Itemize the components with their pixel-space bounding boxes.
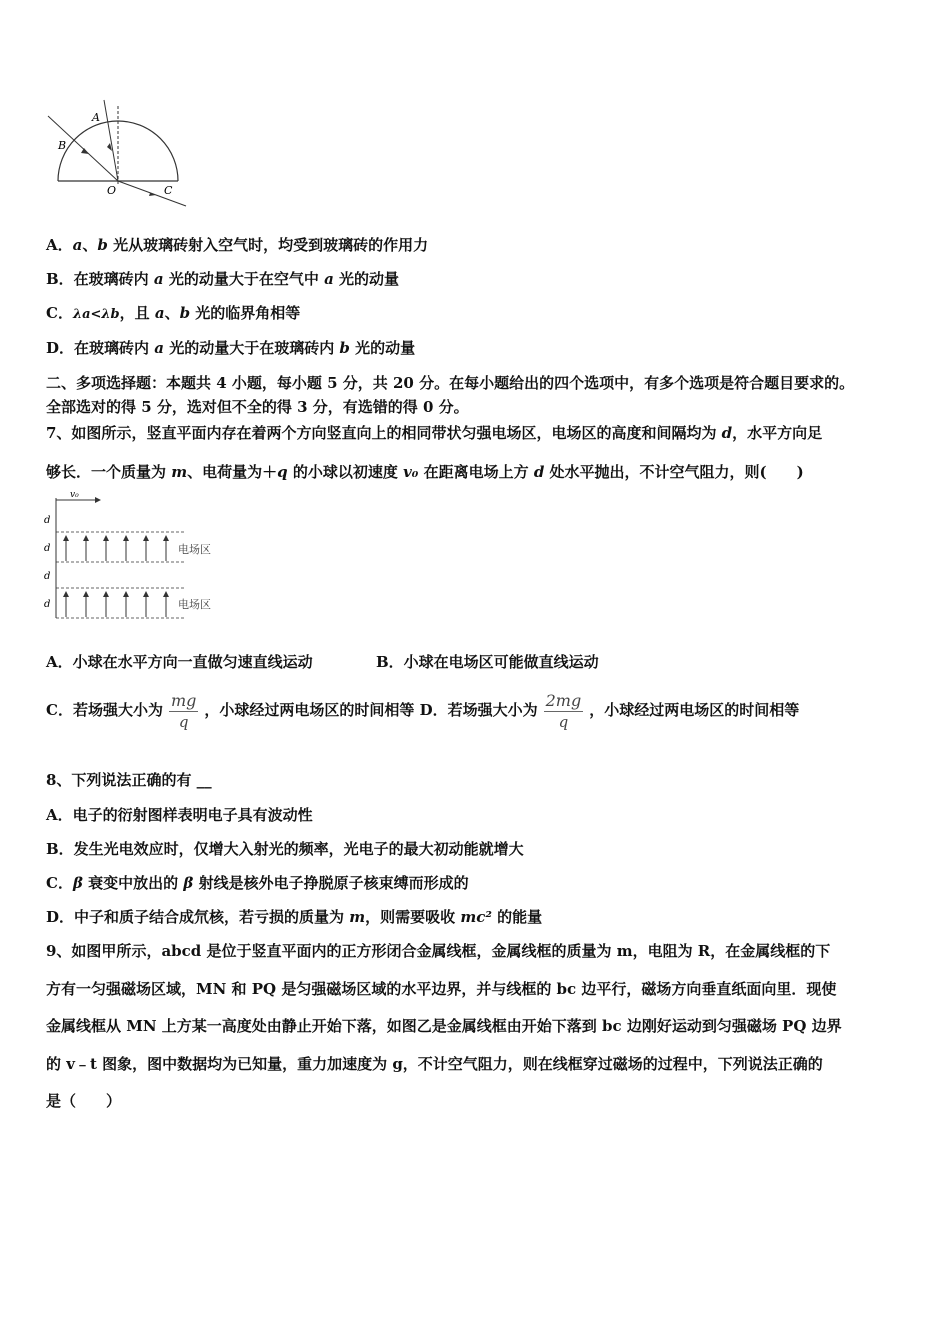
q9-stem-line5: 是（ ） [46, 1092, 122, 1110]
q8-stem: 8、下列说法正确的有 __ [46, 771, 212, 789]
q7-stem-line1: 7、如图所示，竖直平面内存在着两个方向竖直向上的相同带状匀强电场区，电场区的高度和间隔均为 d，水平方向足 [46, 424, 823, 442]
fraction-2mg-q: $\frac{2mg}{q}$ [545, 690, 582, 731]
q8-option-b: B．发生光电效应时，仅增大入射光的频率，光电子的最大初动能就增大 [46, 840, 524, 858]
d-label-4: d [44, 599, 51, 610]
q6-option-c: C．λa<λb，且 a、b 光的临界角相等 [46, 304, 301, 322]
label-b: B [58, 139, 67, 152]
q6-option-b: B．在玻璃砖内 a 光的动量大于在空气中 a 光的动量 [46, 270, 400, 288]
v0-label: v₀ [70, 490, 79, 500]
q9-stem-line1: 9、如图甲所示，abcd 是位于竖直平面内的正方形闭合金属线框，金属线框的质量为 m，电阻为 R，在金属线框的下 [46, 942, 831, 960]
q8-option-c: C．β 衰变中放出的 β 射线是核外电子挣脱原子核束缚而形成的 [46, 874, 469, 892]
d-label-2: d [44, 543, 51, 554]
zone-label-2: 电场区 [178, 598, 211, 611]
q9-stem-line2: 方有一匀强磁场区域，MN 和 PQ 是匀强磁场区域的水平边界，并与线框的 bc 边平行，磁场方向垂直纸面向里．现使 [46, 980, 837, 998]
q7-option-b: B．小球在电场区可能做直线运动 [376, 653, 599, 671]
section2-line1: 二、多项选择题：本题共 4 小题，每小题 5 分，共 20 分。在每小题给出的四个选项中，有多个选项是符合题目要求的。 [46, 374, 855, 392]
fraction-mg-q: $\frac{mg}{q}$ [170, 690, 197, 731]
q9-stem-line3: 金属线框从 MN 上方某一高度处由静止开始下落，如图乙是金属线框由开始下落到 bc 边刚好运动到匀强磁场 PQ 边界 [46, 1017, 842, 1035]
label-c: C [164, 184, 173, 197]
q8-option-a: A．电子的衍射图样表明电子具有波动性 [46, 806, 313, 824]
zone-label-1: 电场区 [178, 543, 211, 556]
q9-stem-line4: 的 v﹣t 图象，图中数据均为已知量，重力加速度为 g，不计空气阻力，则在线框穿过磁场的过程中，下列说法正确的 [46, 1055, 823, 1073]
section2-line2: 全部选对的得 5 分，选对但不全的得 3 分，有选错的得 0 分。 [46, 398, 469, 416]
q6-option-a: A．a、b 光从玻璃砖射入空气时，均受到玻璃砖的作用力 [46, 236, 429, 254]
q7-stem-line2: 够长．一个质量为 m、电荷量为＋q 的小球以初速度 v₀ 在距离电场上方 d 处水平抛出，不计空气阻力，则( ) [46, 463, 804, 481]
semicircle-figure [44, 96, 194, 211]
d-label-3: d [44, 571, 51, 582]
q6-option-d: D．在玻璃砖内 a 光的动量大于在玻璃砖内 b 光的动量 [46, 339, 416, 357]
q7-option-cd: C．若场强大小为 $\frac{mg}{q}$ ，小球经过两电场区的时间相等 D．若场强大小为 $\frac{2mg}{q}$ ，小球经过两电场区的时间相等 [46, 690, 800, 731]
q7-option-a: A．小球在水平方向一直做匀速直线运动 [46, 653, 313, 671]
q8-option-d: D．中子和质子结合成氘核，若亏损的质量为 m，则需要吸收 mc² 的能量 [46, 908, 543, 926]
label-a: A [92, 111, 100, 124]
label-o: O [107, 184, 117, 197]
d-label-1: d [44, 515, 51, 526]
field-zone-figure [40, 488, 240, 623]
